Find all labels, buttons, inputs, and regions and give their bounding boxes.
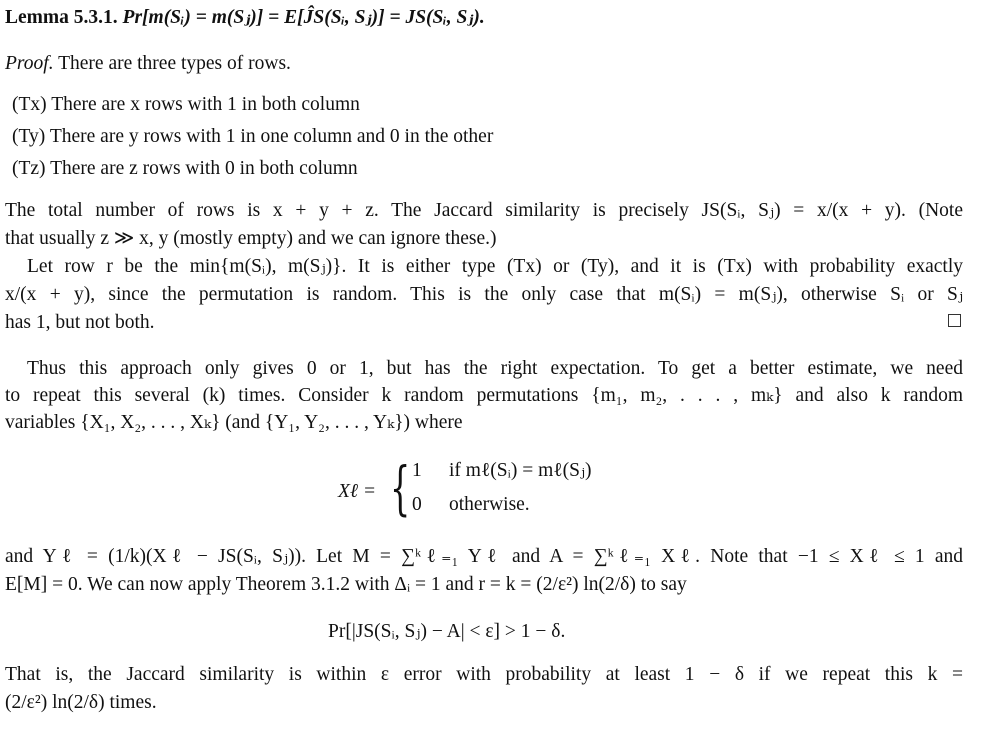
para4-line2: E[M] = 0. We can now apply Theorem 3.1.2 with Δᵢ = 1 and r = k = (2/ε²) ln(2/δ) to say bbox=[5, 574, 687, 595]
qed-symbol bbox=[948, 314, 961, 327]
type-tag-tz: (Tz) bbox=[12, 158, 46, 179]
brace-symbol: { bbox=[390, 454, 411, 522]
lemma-line bbox=[5, 4, 485, 32]
para5-line2: (2/ε²) ln(2/δ) times. bbox=[5, 692, 157, 713]
para1-line1: The total number of rows is x + y + z. The Jaccard similarity is precisely JS(Sᵢ, Sⱼ) = x/(x + y). (Note bbox=[5, 200, 963, 221]
eq1-case2-value: 0 bbox=[412, 494, 422, 515]
proof-intro-line bbox=[5, 50, 291, 78]
eq1-case2-cond: otherwise. bbox=[449, 494, 530, 515]
type-text-tz: There are z rows with 0 in both column bbox=[50, 158, 358, 179]
list-item bbox=[12, 91, 360, 119]
lemma-statement: Pr[m(Sᵢ) = m(Sⱼ)] = E[ĴS(Sᵢ, Sⱼ)] = JS(Sᵢ, Sⱼ). bbox=[122, 7, 485, 28]
type-text-ty: There are y rows with 1 in one column and 0 in the other bbox=[49, 126, 494, 147]
type-tag-tx: (Tx) bbox=[12, 94, 47, 115]
type-tag-ty: (Ty) bbox=[12, 126, 46, 147]
list-item bbox=[12, 155, 358, 183]
para3-line2: to repeat this several (k) times. Consider k random permutations {m₁, m₂, . . . , mₖ} and also k random bbox=[5, 385, 963, 406]
para4-line1: and Yℓ = (1/k)(Xℓ − JS(Sᵢ, Sⱼ)). Let M = ∑ᵏℓ₌₁ Yℓ and A = ∑ᵏℓ₌₁ Xℓ. Note that −1 ≤ Xℓ ≤ 1 and bbox=[5, 546, 963, 567]
eq1-lhs: Xℓ = bbox=[338, 481, 377, 502]
proof-label: Proof. bbox=[5, 53, 54, 74]
para3-line3: variables {X₁, X₂, . . . , Xₖ} (and {Y₁, Y₂, . . . , Yₖ}) where bbox=[5, 412, 463, 433]
para3-line1: Thus this approach only gives 0 or 1, but has the right expectation. To get a better estimate, we need bbox=[27, 358, 963, 379]
lemma-label: Lemma 5.3.1. bbox=[5, 7, 118, 28]
para2-line1: Let row r be the min{m(Sᵢ), m(Sⱼ)}. It is either type (Tx) or (Ty), and it is (Tx) with probability exactly bbox=[27, 256, 963, 277]
para2-line3: has 1, but not both. bbox=[5, 312, 155, 333]
eq1-case1-cond: if mℓ(Sᵢ) = mℓ(Sⱼ) bbox=[449, 460, 592, 481]
type-text-tx: There are x rows with 1 in both column bbox=[51, 94, 360, 115]
para2-line2: x/(x + y), since the permutation is random. This is the only case that m(Sᵢ) = m(Sⱼ), otherwise Sᵢ or Sⱼ bbox=[5, 284, 963, 305]
pr-equation: Pr[|JS(Sᵢ, Sⱼ) − A| < ε] > 1 − δ. bbox=[328, 621, 566, 642]
eq1-case1-value: 1 bbox=[412, 460, 422, 481]
para1-line2: that usually z ≫ x, y (mostly empty) and we can ignore these.) bbox=[5, 228, 497, 249]
para5-line1: That is, the Jaccard similarity is within ε error with probability at least 1 − δ if we repeat this k = bbox=[5, 664, 963, 685]
proof-intro: There are three types of rows. bbox=[58, 53, 291, 74]
list-item bbox=[12, 123, 493, 151]
